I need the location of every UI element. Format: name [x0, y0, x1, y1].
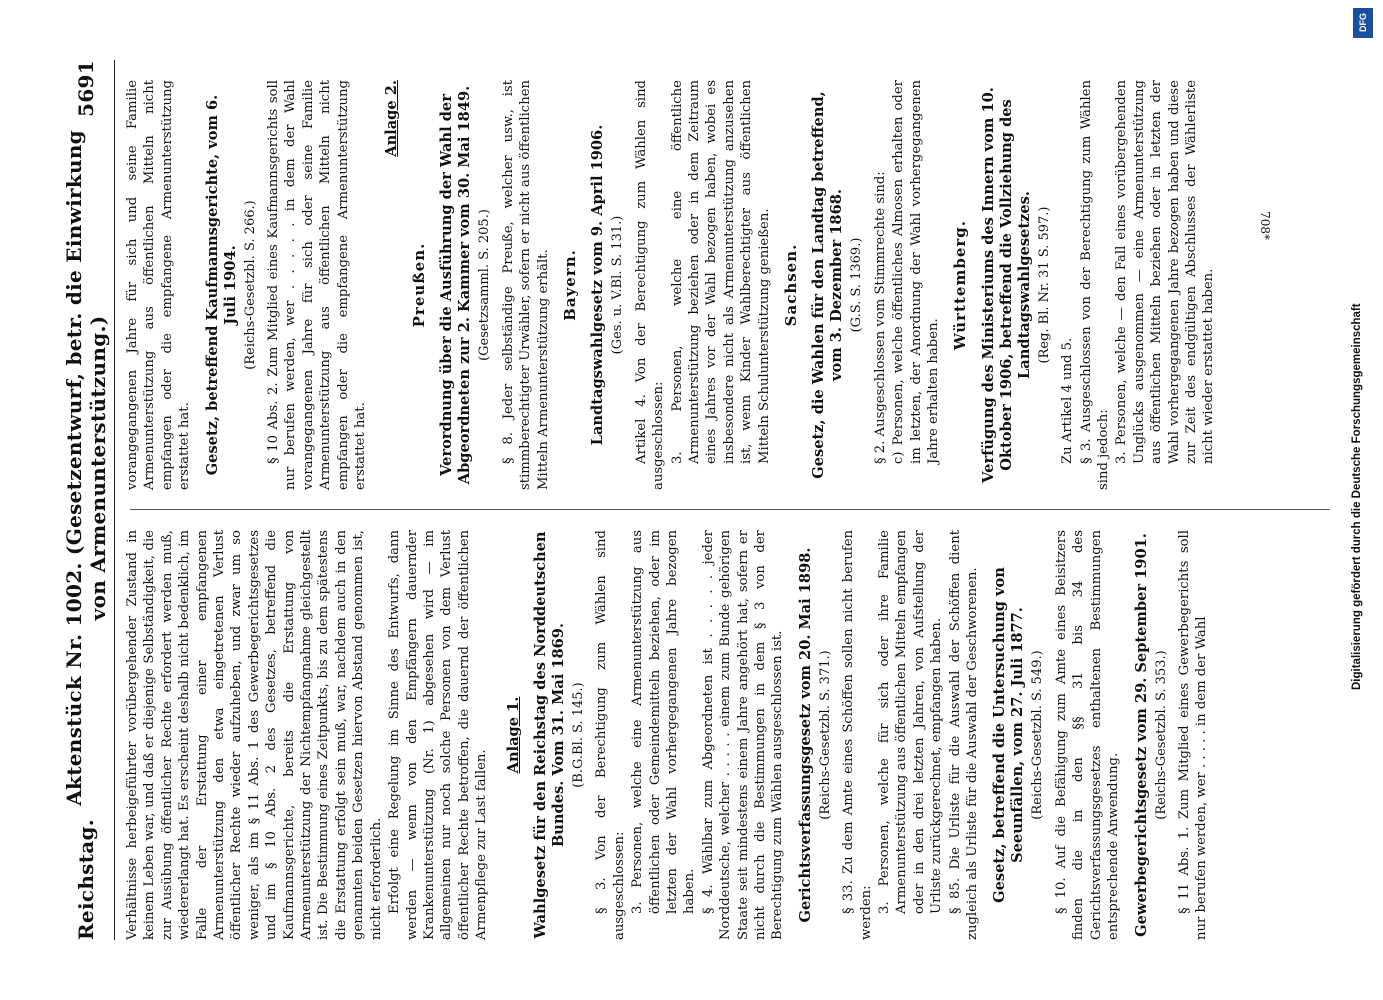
anlage-heading: Anlage 2. — [383, 80, 401, 157]
column-divider — [130, 509, 1330, 510]
paragraph: Artikel 4. Von der Berechtigung zum Wählen sind ausgeschlossen: — [633, 80, 667, 490]
law-title: Gesetz, betreffend die Untersuchung von Seeunfällen, vom 27. Juli 1877. — [991, 567, 1027, 903]
page-header — [58, 60, 114, 940]
law-title: Gesetz, die Wahlen für den Landtag betreffend, vom 3. Dezember 1868. — [810, 91, 846, 479]
law-source: (Gesetzsamml. S. 205.) — [477, 209, 493, 361]
paragraph: Erfolgt eine Regelung im Sinne des Entwurfs, dann werden — wenn von den Empfängern dauernder Krankenunterstützung (Nr. 1) abgesehen wird — im allgemeinen nur noch solche Personen von dem Verlust öffentlicher Rechte betroffen, die dauernd der öffentlichen Armenpflege zur Last fallen. — [387, 530, 490, 940]
paragraph: § 3. Ausgeschlossen von der Berechtigung zum Wählen sind jedoch: — [1078, 80, 1112, 490]
paragraph: § 2. Ausgeschlossen vom Stimmrechte sind: — [872, 171, 888, 464]
law-source: (Reichs-Gesetzbl. S. 371.) — [817, 650, 833, 820]
header-left: Reichstag. — [74, 818, 98, 940]
paragraph: § 8. Jeder selbständige Preuße, welcher usw., ist stimmberechtigter Urwähler, sofern er nicht aus öffentlichen Mitteln Armenunterstützung erhält. — [500, 80, 551, 490]
page-number: 5691 — [74, 60, 98, 117]
paragraph: 3. Personen, welche eine öffentliche Armenunterstützung beziehen oder in dem Zeitraum eines Jahres vor der Wahl bezogen haben, wobei es insbesondere nicht als Armenunterstützung anzusehen ist, wenn Kinder Wahlberechtigter aus öffentlichen Mitteln Schulunterstützung genießen. — [669, 80, 772, 464]
paragraph: § 10. Auf die Befähigung zum Amte eines Beisitzers finden die in den §§ 31 bis 34 des Gerichtsverfassungsgesetzes enthaltenen Bestimmungen entsprechende Anwendung. — [1053, 530, 1122, 940]
dfg-logo: DFG — [1353, 8, 1373, 38]
law-title: Gesetz, betreffend Kaufmannsgerichte, vom 6. Juli 1904. — [203, 94, 239, 476]
law-title: Gewerbegerichtsgesetz vom 29. September 1901. — [1132, 533, 1150, 937]
digitization-note: Digitalisierung gefördert durch die Deutsche Forschungsgemeinschaft — [1351, 303, 1363, 690]
paragraph: § 11 Abs. 1. Zum Mitglied eines Gewerbegerichts soll nur berufen werden, wer . . . . . in dem der Wahl — [1176, 530, 1210, 940]
paragraph: § 10 Abs. 2. Zum Mitglied eines Kaufmannsgerichts soll nur berufen werden, wer . . . . . in dem der Wahl vorangegangenen Jahre für sich oder seine Familie Armenunterstützung aus öffentlichen Mitteln nicht empfangen oder die empfangene Armenunterstützung erstattet hat. — [266, 80, 369, 490]
paragraph: 3. Personen, welche eine Armenunterstützung aus öffentlichen oder Gemeindemitteln beziehen, oder im letzten der Wahl vorhergegangenen Jahre bezogen haben. — [630, 530, 698, 914]
scanned-page — [58, 60, 1348, 940]
left-column — [124, 530, 1212, 940]
intro-paragraph: vorangegangenen Jahre für sich und seine Familie Armenunterstützung aus öffentlichen Mitteln nicht empfangen oder die empfangene Armenunterstützung erstattet hat. — [125, 80, 193, 490]
law-source: (Reichs-Gesetzbl. S. 266.) — [242, 200, 258, 370]
law-source: (Reichs-Gesetzbl. S. 549.) — [1030, 650, 1046, 820]
law-source: (Reichs-Gesetzbl. S. 353.) — [1153, 650, 1169, 820]
sheet-mark: 708* — [1258, 211, 1272, 240]
state-heading: Sachsen. — [781, 243, 800, 327]
paragraph: § 3. Von der Berechtigung zum Wählen sind ausgeschlossen: — [594, 530, 627, 940]
paragraph: 3. Personen, welche für sich oder ihre Familie Armenunterstützung aus öffentlichen Mitteln empfangen oder in den drei letzten Jahren, von Aufstellung der Urliste zurückgerechnet, empfangen haben. — [877, 530, 945, 914]
law-title: Wahlgesetz für den Reichstag des Norddeutschen Bundes. Vom 31. Mai 1869. — [531, 531, 567, 939]
law-title: Verfügung des Ministeriums des Innern vom 10. Oktober 1906, betreffend die Vollziehung des Landtagswahlgesetzes. — [979, 87, 1033, 483]
law-title: Gerichtsverfassungsgesetz vom 20. Mai 1898. — [796, 547, 814, 923]
state-heading: Bayern. — [560, 249, 579, 321]
paragraph: Zu Artikel 4 und 5. — [1060, 337, 1076, 464]
paragraph: 3. Personen, welche — den Fall eines vorübergehenden Unglücks ausgenommen — eine Armenunterstützung aus öffentlichen Mitteln beziehen oder in letzten der Wahl vorhergegangenen Jahre bezogen haben und diese zur Zeit des endgültigen Abschlusses der Wählerliste nicht wieder erstattet haben. — [1114, 80, 1217, 464]
header-rule — [114, 60, 115, 940]
right-column — [124, 80, 1219, 490]
intro-paragraph: Verhältnisse herbeigeführter vorübergehender Zustand in keinem Leben war, und daß er diejenige Selbständigkeit, die zur Ausübung öffentlicher Rechte erfordert werden muß, wiedererlangt hat. Es erscheint deshalb nicht bedenklich, im Falle der Erstattung einer empfangenen Armenunterstützung den etwa eingetretenen Verlust öffentlicher Rechte wieder aufzuheben, und zwar um so weniger, als im § 11 Abs. 1 des Gewerbegerichtsgesetzes und im § 10 Abs. 2 des Gesetzes, betreffend die Kaufmannsgerichte, bereits die Erstattung von Armenunterstützung der Nichtempfangnahme gleichgestellt ist. Die Bestimmung eines Zeitpunkts, bis zu dem spätestens die Erstattung erfolgt sein muß, war, nachdem auch in den genannten beiden Gesetzen hiervon Abstand genommen ist, nicht erforderlich. — [125, 530, 384, 940]
law-title: Verordnung über die Ausführung der Wahl der Abgeordneten zur 2. Kammer vom 30. Mai 1849. — [438, 85, 474, 485]
paragraph: § 33. Zu dem Amte eines Schöffen sollen nicht berufen werden: — [841, 530, 874, 940]
paragraph: c) Personen, welche öffentliches Almosen erhalten oder im letzten, der Anordnung der Wahl vorhergegangenen Jahre erhalten haben. — [891, 80, 941, 464]
state-heading: Württemberg. — [951, 220, 970, 350]
law-source: (Ges. u. V.Bl. S. 131.) — [610, 215, 626, 355]
paragraph: § 4. Wählbar zum Abgeordneten ist . . . . . jeder Norddeutsche, welcher . . . . . einem zum Bunde gehörigen Staate seit mindestens einem Jahre angehört hat, sofern er nicht durch die Bestimmungen in dem § 3 von der Berechtigung zum Wählen ausgeschlossen ist. — [700, 530, 786, 940]
law-source: (G.S. S. 1369.) — [849, 237, 865, 333]
law-title: Landtagswahlgesetz vom 9. April 1906. — [589, 124, 607, 446]
law-source: (Reg. Bl. Nr. 31 S. 597.) — [1036, 206, 1052, 364]
anlage-heading: Anlage 1. — [504, 696, 522, 774]
law-source: (B.G.Bl. S. 145.) — [570, 682, 586, 788]
header-title: Aktenstück Nr. 1002. (Gesetzentwurf, betr. die Einwirkung von Armenunterstützung.) — [62, 130, 110, 806]
state-heading: Preußen. — [409, 242, 428, 328]
paragraph: § 85. Die Urliste für die Auswahl der Schöffen dient zugleich als Urliste für die Auswahl der Geschworenen. — [947, 530, 981, 940]
digitization-margin — [1347, 0, 1383, 1000]
